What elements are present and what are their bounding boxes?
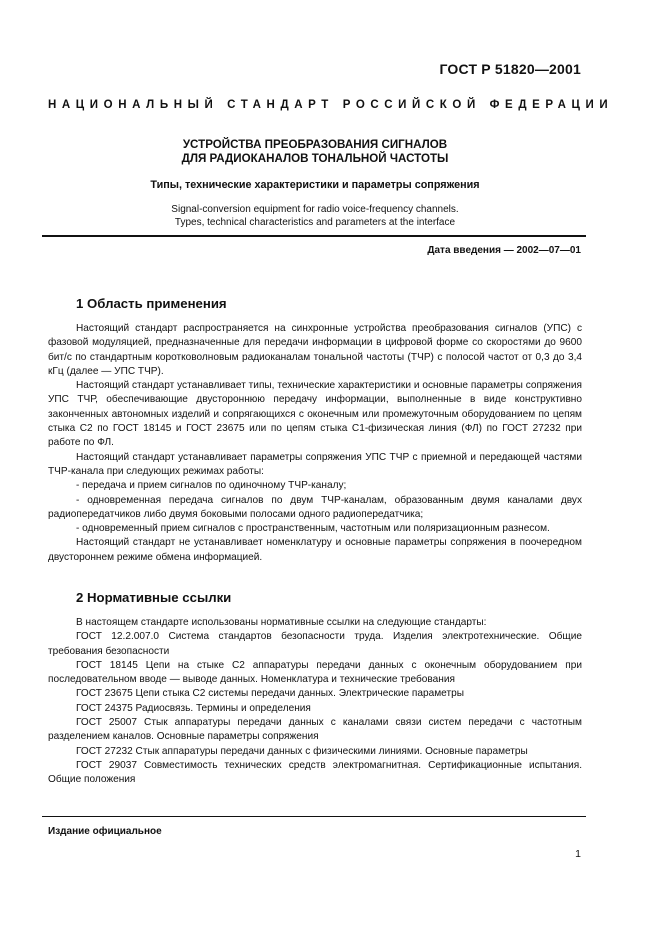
section-2-heading: 2 Нормативные ссылки xyxy=(76,590,232,605)
document-subtitle: Типы, технические характеристики и параметры сопряжения xyxy=(150,179,480,191)
header-divider xyxy=(42,235,586,237)
document-number: ГОСТ Р 51820—2001 xyxy=(439,61,581,77)
section-1-heading: 1 Область применения xyxy=(76,296,227,311)
reference-item: ГОСТ 29037 Совместимость технических средств электромагнитная. Сертификационные испытания. Общие положения xyxy=(48,759,582,786)
edition-note: Издание официальное xyxy=(48,826,162,837)
paragraph: Настоящий стандарт устанавливает типы, технические характеристики и основные параметры сопряжения УПС ТЧР, обеспечивающие двустороннюю передачу информации, выполненные в виде конструктивно законченных автономных изделий и сопрягающихся с оконечным или промежуточным оборудованием по цепям стыка С2 по ГОСТ 18145 и ГОСТ 23675 или по цепям стыка С1-физическая линия (ФЛ) по ГОСТ 27232 при работе по ФЛ. xyxy=(48,380,582,449)
title-line-1: УСТРОЙСТВА ПРЕОБРАЗОВАНИЯ СИГНАЛОВ xyxy=(182,138,448,151)
page-number: 1 xyxy=(575,848,581,860)
list-item: - одновременная передача сигналов по двум ТЧР-каналам, образованным двумя каналами двух радиопередатчиков либо двумя боковыми полосами одного радиопередатчика; xyxy=(48,494,582,520)
introduction-date: Дата введения — 2002—07—01 xyxy=(427,245,581,256)
list-item: - передача и прием сигналов по одиночному ТЧР-каналу; xyxy=(76,480,347,492)
paragraph: Настоящий стандарт устанавливает параметры сопряжения УПС ТЧР с приемной и передающей частями ТЧР-канала при следующих режимах работы: xyxy=(48,451,582,477)
reference-item: ГОСТ 23675 Цепи стыка С2 системы передачи данных. Электрические параметры xyxy=(76,688,464,700)
english-title-line-2: Types, technical characteristics and parameters at the interface xyxy=(174,217,456,228)
reference-item: ГОСТ 27232 Стык аппаратуры передачи данных с физическими линиями. Основные параметры xyxy=(76,745,528,757)
national-standard-banner: НАЦИОНАЛЬНЫЙ СТАНДАРТ РОССИЙСКОЙ ФЕДЕРАЦИИ xyxy=(48,99,614,111)
paragraph: Настоящий стандарт распространяется на синхронные устройства преобразования сигналов (УПС) с фазовой модуляцией, предназначенные для передачи информации в цифровой форме со скоростями до 9600 бит/с по стандартным коротковолновым радиоканалам тональной частоты (ТЧР) с полосой частот от 0,3 до 3,4 кГц (далее — УПС ТЧР). xyxy=(48,323,582,377)
section-1-body xyxy=(48,322,582,565)
reference-item: ГОСТ 18145 Цепи на стыке С2 аппаратуры передачи данных с оконечным оборудованием при последовательном вводе — выводе данных. Номенклатура и технические требования xyxy=(48,659,582,686)
section-2-body xyxy=(48,616,582,788)
english-title-line-1: Signal-conversion equipment for radio voice-frequency channels. xyxy=(171,204,459,215)
document-title xyxy=(48,138,582,166)
reference-item: ГОСТ 12.2.007.0 Система стандартов безопасности труда. Изделия электротехнические. Общие требования безопасности xyxy=(48,631,582,657)
paragraph: В настоящем стандарте использованы нормативные ссылки на следующие стандарты: xyxy=(76,617,487,628)
paragraph: Настоящий стандарт не устанавливает номенклатуру и основные параметры сопряжения в поочередном двустороннем режиме обмена информацией. xyxy=(48,537,582,563)
list-item: - одновременный прием сигналов с пространственным, частотным или поляризационным разнесом. xyxy=(76,523,550,535)
reference-item: ГОСТ 24375 Радиосвязь. Термины и определения xyxy=(76,702,311,714)
title-line-2: ДЛЯ РАДИОКАНАЛОВ ТОНАЛЬНОЙ ЧАСТОТЫ xyxy=(181,152,449,165)
reference-item: ГОСТ 25007 Стык аппаратуры передачи данных с каналами связи систем передачи с частотным разделением каналов. Основные параметры сопряжения xyxy=(48,717,582,743)
english-title xyxy=(48,203,582,229)
footer-divider xyxy=(42,816,586,817)
